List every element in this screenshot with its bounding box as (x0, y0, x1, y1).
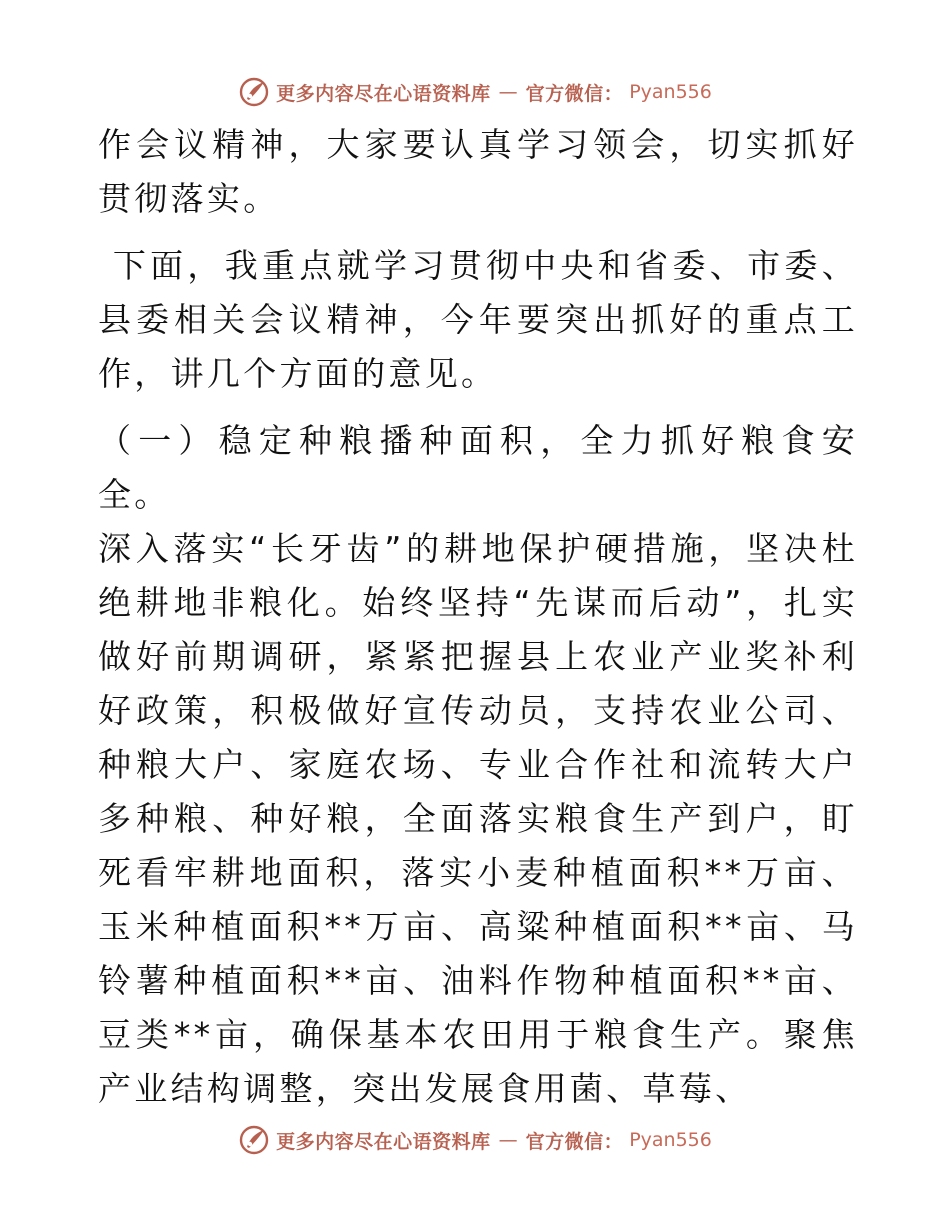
watermark-wechat-id: Pyan556 (629, 1129, 712, 1151)
watermark-wechat-id: Pyan556 (629, 81, 712, 103)
paragraph-grain-security: 深入落实“长牙齿”的耕地保护硬措施，坚决杜绝耕地非粮化。始终坚持“先谋而后动”，扎实做好前期调研，紧紧把握县上农业产业奖补利好政策，积极做好宣传动员，支持农业公司、种粮大户、家庭农场、专业合作社和流转大户多种粮、种好粮，全面落实粮食生产到户，盯死看牢耕地面积，落实小麦种植面积**万亩、玉米种植面积**万亩、高粱种植面积**亩、马铃薯种植面积**亩、油料作物种植面积**亩、豆类**亩，确保基本农田用于粮食生产。聚焦产业结构调整，突出发展食用菌、草莓、 (98, 529, 858, 1108)
watermark-wechat-label: 官方微信： (525, 82, 624, 105)
brand-logo-icon (238, 76, 270, 108)
watermark-separator: — (498, 1129, 518, 1151)
paragraph-intro: 下面，我重点就学习贯彻中央和省委、市委、县委相关会议精神，今年要突出抓好的重点工作，讲几个方面的意见。 (98, 246, 859, 393)
header-watermark (0, 72, 950, 112)
paragraph-continuation: 作会议精神，大家要认真学习领会，切实抓好贯彻落实。 (98, 125, 858, 218)
document-body (98, 118, 858, 1116)
watermark-wechat-label: 官方微信： (525, 1130, 624, 1153)
brand-logo-icon (238, 1124, 270, 1156)
watermark-site-text: 更多内容尽在心语资料库 (276, 82, 491, 105)
section-heading: （一）稳定种粮播种面积，全力抓好粮食安全。 (98, 421, 858, 514)
watermark-separator: — (498, 81, 518, 103)
watermark-site-text: 更多内容尽在心语资料库 (276, 1130, 491, 1153)
footer-watermark (0, 1120, 950, 1160)
